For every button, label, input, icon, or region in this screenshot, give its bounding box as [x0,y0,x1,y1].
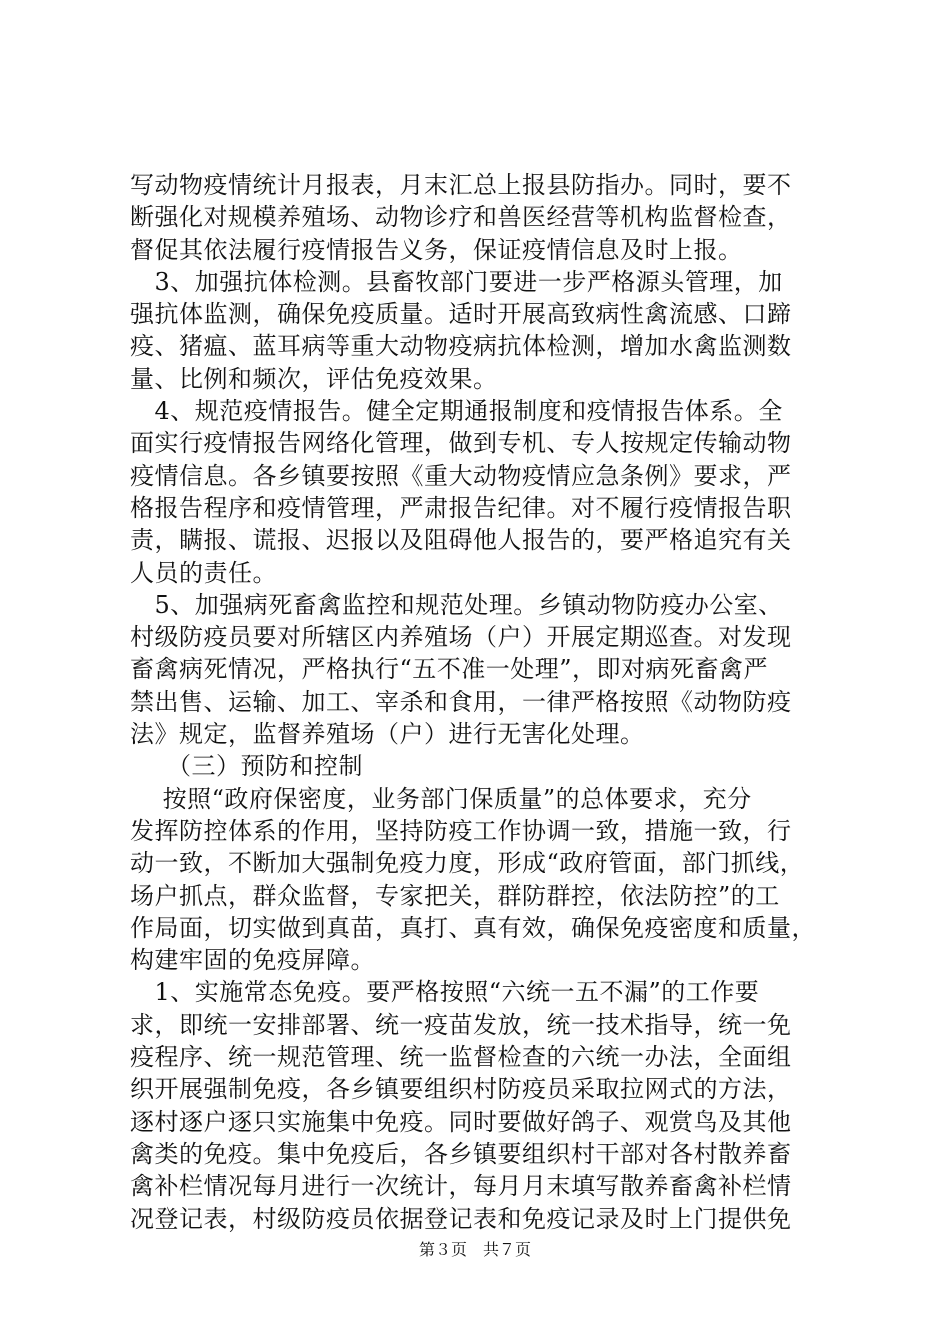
page-number-footer: 第３页 共７页 [418,1240,531,1259]
text-line-14: 5、加强病死畜禽监控和规范处理。乡镇动物防疫办公室、 [130,590,783,619]
text-line-24: 作局面，切实做到真苗，真打、真有效，确保免疫密度和质量， [130,913,816,942]
text-line-11: 格报告程序和疫情管理，严肃报告纪律。对不履行疫情报告职 [130,493,792,522]
text-line-12: 责，瞒报、谎报、迟报以及阻碍他人报告的，要严格追究有关 [130,526,792,555]
text-line-22: 动一致，不断加大强制免疫力度，形成“政府管面，部门抓线， [130,849,805,878]
text-line-20: 按照“政府保密度，业务部门保质量”的总体要求，充分 [130,784,752,813]
text-line-17: 禁出售、运输、加工、宰杀和食用，一律严格按照《动物防疫 [130,687,792,716]
text-line-28: 疫程序、统一规范管理、统一监督检查的六统一办法，全面组 [130,1043,792,1072]
text-line-21: 发挥防控体系的作用，坚持防疫工作协调一致，措施一致，行 [130,816,792,845]
text-line-26: 1、实施常态免疫。要严格按照“六统一五不漏”的工作要 [130,978,760,1007]
text-line-8: 4、规范疫情报告。健全定期通报制度和疫情报告体系。全 [130,397,783,426]
text-line-32: 禽补栏情况每月进行一次统计，每月月末填写散养畜禽补栏情 [130,1172,792,1201]
section-heading: （三）预防和控制 [130,752,363,781]
text-line-4: 3、加强抗体检测。县畜牧部门要进一步严格源头管理，加 [130,267,783,296]
text-line-6: 疫、猪瘟、蓝耳病等重大动物疫病抗体检测，增加水禽监测数 [130,332,792,361]
text-line-2: 断强化对规模养殖场、动物诊疗和兽医经营等机构监督检查， [130,203,792,232]
text-line-27: 求，即统一安排部署、统一疫苗发放，统一技术指导，统一免 [130,1010,792,1039]
text-line-3: 督促其依法履行疫情报告义务，保证疫情信息及时上报。 [130,235,743,264]
text-line-29: 织开展强制免疫，各乡镇要组织村防疫员采取拉网式的方法， [130,1075,792,1104]
text-line-33: 况登记表，村级防疫员依据登记表和免疫记录及时上门提供免 [130,1204,792,1233]
text-line-25: 构建牢固的免疫屏障。 [130,946,375,975]
text-line-10: 疫情信息。各乡镇要按照《重大动物疫情应急条例》要求，严 [130,461,792,490]
text-line-30: 逐村逐户逐只实施集中免疫。同时要做好鸽子、观赏鸟及其他 [130,1107,792,1136]
text-line-13: 人员的责任。 [130,558,277,587]
text-line-5: 强抗体监测，确保免疫质量。适时开展高致病性禽流感、口蹄 [130,300,792,329]
text-line-15: 村级防疫员要对所辖区内养殖场（户）开展定期巡查。对发现 [130,623,792,652]
text-line-18: 法》规定，监督养殖场（户）进行无害化处理。 [130,720,645,749]
text-line-31: 禽类的免疫。集中免疫后，各乡镇要组织村干部对各村散养畜 [130,1139,792,1168]
text-line-1: 写动物疫情统计月报表，月末汇总上报县防指办。同时，要不 [130,171,792,199]
body-text [130,169,830,1235]
text-line-7: 量、比例和频次，评估免疫效果。 [130,364,498,393]
text-line-16: 畜禽病死情况，严格执行“五不准一处理”，即对病死畜禽严 [130,655,769,684]
text-line-9: 面实行疫情报告网络化管理，做到专机、专人按规定传输动物 [130,429,792,458]
text-line-23: 场户抓点，群众监督，专家把关，群防群控，依法防控”的工 [130,881,780,910]
